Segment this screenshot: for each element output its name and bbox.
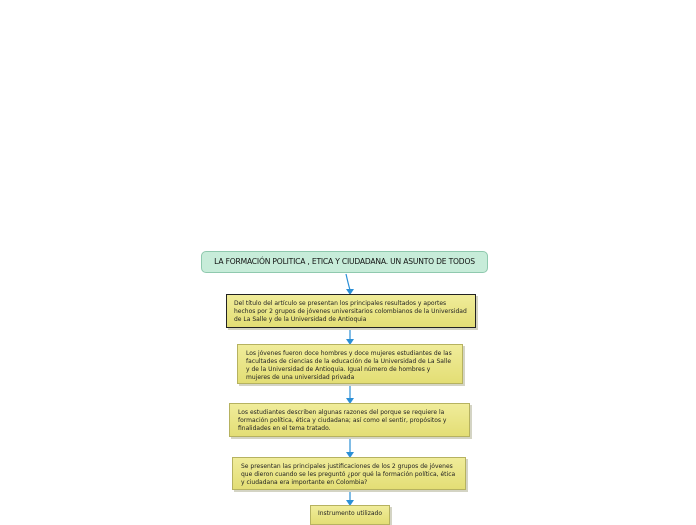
central-topic[interactable]: LA FORMACIÓN POLITICA , ETICA Y CIUDADANA. UN ASUNTO DE TODOS (201, 251, 488, 273)
topic-summary[interactable]: Del título del artículo se presentan los principales resultados y aportes hechos por 2 grupos de jóvenes universitarios colombianos de la Universidad de La Salle y de la Universidad de Antioquia (226, 294, 476, 328)
connector-root-n1 (346, 274, 350, 290)
topic-instrument[interactable]: Instrumento utilizado (310, 505, 390, 525)
topic-justifications[interactable]: Se presentan las principales justificaciones de los 2 grupos de jóvenes que dieron cuando se les preguntó ¿por qué la formación política, ética y ciudadana era importante en Colombia? (232, 457, 466, 490)
topic-participants[interactable]: Los jóvenes fueron doce hombres y doce mujeres estudiantes de las facultades de ciencias de la educación de la Universidad de La Salle y de la Universidad de Antioquia. Igual número de hombres y mujeres de una universidad privada (237, 344, 463, 384)
topic-reasons[interactable]: Los estudiantes describen algunas razones del porque se requiere la formación política, ética y ciudadana; así como el sentir, propósitos y finalidades en el tema tratado. (229, 403, 470, 437)
